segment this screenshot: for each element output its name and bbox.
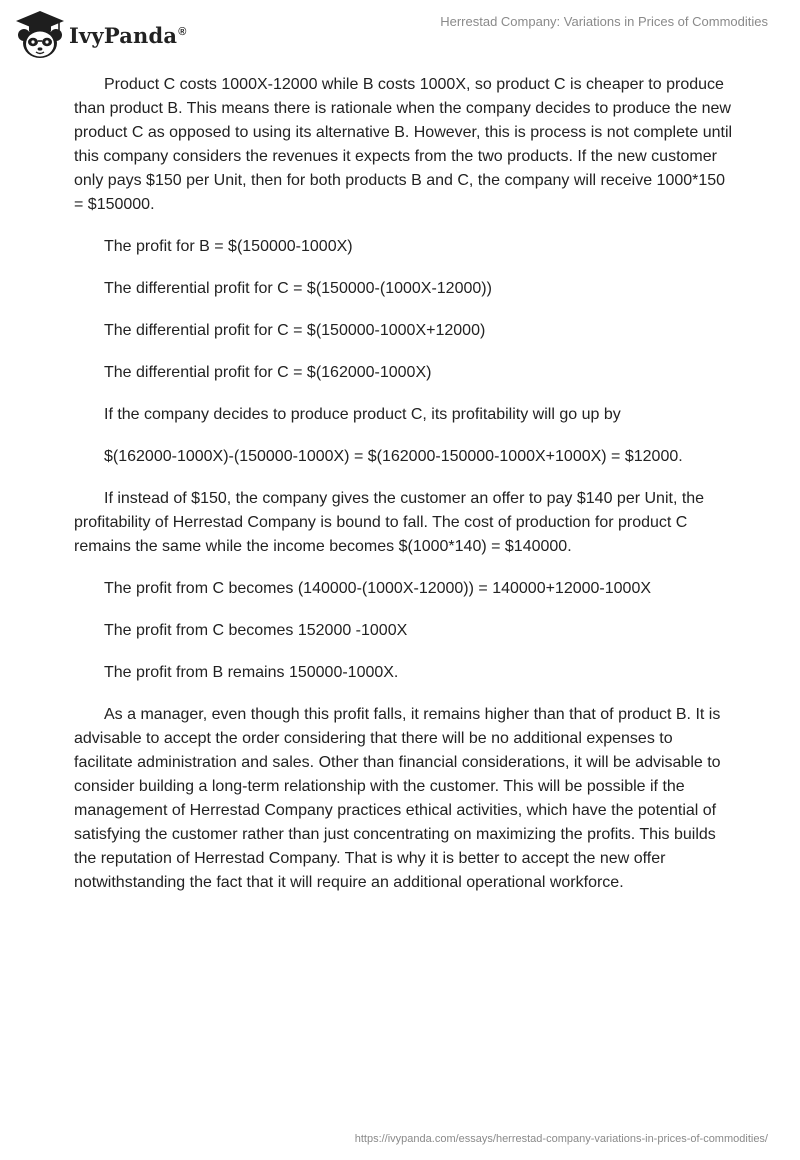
paragraph-manager-conclusion: As a manager, even though this profit falls, it remains higher than that of product B. It is advisable to accept the order considering that there will be no additional expenses to facilitate administration and sales. Other than financial considerations, it will be advisable to consider building a long-term relationship with the customer. This will be possible if the management of Herrestad Company practices ethical activities, which have the potential of satisfying the customer rather than just concentrating on maximizing the profits. This builds the reputation of Herrestad Company. That is why it is better to accept the new offer notwithstanding the fact that it will require an additional operational workforce.: [74, 706, 721, 891]
paragraph-profitability-up: If the company decides to produce product C, its profitability will go up by: [104, 406, 621, 423]
equation-profit-c-1: The profit from C becomes (140000-(1000X-12000)) = 140000+12000-1000X: [104, 580, 652, 597]
equation-profit-c-2: The profit from C becomes 152000 -1000X: [104, 622, 408, 639]
registered-mark: ®: [178, 25, 187, 38]
equation-profit-b-remains: The profit from B remains 150000-1000X.: [104, 664, 399, 681]
essay-body: [74, 73, 734, 913]
brand-name: IvyPanda®: [69, 22, 187, 48]
panda-graduate-icon: [14, 9, 66, 61]
source-url[interactable]: https://ivypanda.com/essays/herrestad-company-variations-in-prices-of-commodities/: [354, 1133, 768, 1145]
paragraph-intro: Product C costs 1000X-12000 while B costs 1000X, so product C is cheaper to produce than product B. This means there is rationale when the company decides to produce the new product C as opposed to using its alternative B. However, this is process is not complete until this company considers the revenues it expects from the two products. If the new customer only pays $150 per Unit, then for both products B and C, the company will receive 1000*150 = $150000.: [74, 76, 733, 213]
page-header: [0, 0, 800, 64]
equation-profit-increase: $(162000-1000X)-(150000-1000X) = $(162000-150000-1000X+1000X) = $12000.: [104, 448, 683, 465]
equation-differential-c-1: The differential profit for C = $(150000-(1000X-12000)): [104, 280, 492, 297]
equation-differential-c-3: The differential profit for C = $(162000-1000X): [104, 364, 432, 381]
equation-profit-b: The profit for B = $(150000-1000X): [104, 238, 353, 255]
paragraph-alternative-offer: If instead of $150, the company gives the customer an offer to pay $140 per Unit, the profitability of Herrestad Company is bound to fall. The cost of production for product C remains the same while the income becomes $(1000*140) = $140000.: [74, 490, 705, 555]
ivypanda-logo[interactable]: [14, 9, 187, 61]
document-title: Herrestad Company: Variations in Prices of Commodities: [440, 14, 768, 29]
equation-differential-c-2: The differential profit for C = $(150000-1000X+12000): [104, 322, 486, 339]
